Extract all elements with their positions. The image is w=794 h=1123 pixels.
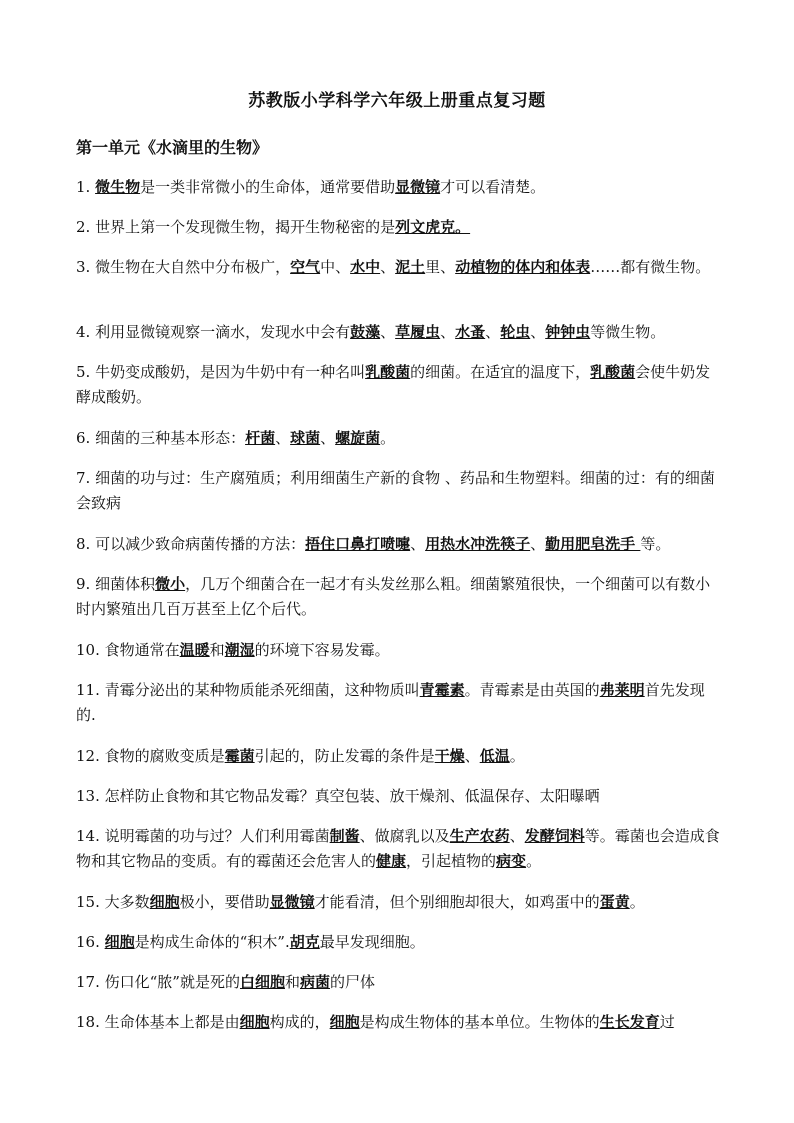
- question-text: 13. 怎样防止食物和其它物品发霉？真空包装、放干燥剂、低温保存、太阳曝晒: [76, 787, 600, 805]
- question-item: [76, 320, 720, 345]
- question-text: ……都有微生物。: [590, 258, 711, 276]
- question-text: 。: [629, 893, 645, 911]
- unit-heading: 第一单元《水滴里的生物》: [76, 138, 269, 157]
- question-text: 的尸体: [330, 973, 376, 991]
- key-term: 细胞: [149, 893, 180, 911]
- question-text: 14. 说明霉菌的功与过？人们利用霉菌: [76, 827, 330, 845]
- question-item: [76, 255, 720, 280]
- question-item: [76, 532, 720, 557]
- question-text: 8. 可以减少致命病菌传播的方法：: [76, 535, 306, 553]
- question-item: [76, 890, 720, 915]
- question-item: [76, 175, 720, 200]
- key-term: 钟钟虫: [545, 323, 591, 341]
- question-text: 极小，要借助: [179, 893, 270, 911]
- question-text: 、: [275, 429, 291, 447]
- question-text: 过: [659, 1013, 675, 1031]
- question-text: 首先发现的.: [76, 681, 705, 724]
- question-text: 的环境下容易发霉。: [254, 641, 390, 659]
- key-term: 显微镜: [395, 178, 441, 196]
- question-item: [76, 824, 720, 874]
- question-item: [76, 930, 720, 955]
- key-term: 发酵饲料: [524, 827, 585, 845]
- question-text: 15. 大多数: [76, 893, 150, 911]
- question-text: 11. 青霉分泌出的某种物质能杀死细菌，这种物质叫: [76, 681, 420, 699]
- question-text: 、: [530, 535, 546, 553]
- question-text: 、: [464, 747, 480, 765]
- question-text: ，几万个细菌合在一起才有头发丝那么粗。细菌繁殖很快，一个细菌可以有数小时内繁殖出几百万甚至上亿个后代。: [76, 575, 711, 618]
- question-text: 和: [209, 641, 225, 659]
- question-text: 引起的，防止发霉的条件是: [254, 747, 435, 765]
- question-text: 会使牛奶发酵成酸奶。: [76, 363, 711, 406]
- key-term: 细胞: [329, 1013, 360, 1031]
- key-term: 列文虎克。: [395, 218, 471, 236]
- key-term: 水蚤: [455, 323, 486, 341]
- question-text: 7. 细菌的功与过：生产腐殖质；利用细菌生产新的食物 、药品和生物塑料。细菌的过：有的细菌会致病: [76, 469, 715, 512]
- question-item: [76, 1010, 720, 1035]
- key-term: 微生物: [95, 178, 141, 196]
- question-text: 、: [380, 323, 396, 341]
- key-term: 弗莱明: [599, 681, 645, 699]
- key-term: 动植物的体内和体表: [455, 258, 591, 276]
- key-term: 用热水冲洗筷子: [425, 535, 531, 553]
- question-text: ，引起植物的: [406, 852, 497, 870]
- question-text: 16.: [76, 933, 105, 951]
- question-text: 4. 利用显微镜观察一滴水，发现水中会有: [76, 323, 351, 341]
- key-term: 勤用肥皂洗手: [545, 535, 641, 553]
- key-term: 制酱: [329, 827, 360, 845]
- key-term: 干燥: [434, 747, 465, 765]
- question-text: 2. 世界上第一个发现微生物，揭开生物秘密的是: [76, 218, 396, 236]
- question-item: [76, 970, 720, 995]
- key-term: 生长发育: [599, 1013, 660, 1031]
- key-term: 捂住口鼻打喷嚏: [305, 535, 411, 553]
- question-text: 才可以看清楚。: [440, 178, 546, 196]
- question-text: 里、: [425, 258, 456, 276]
- question-text: 。: [509, 747, 525, 765]
- key-term: 水中: [350, 258, 381, 276]
- key-term: 细胞: [104, 933, 135, 951]
- question-item: [76, 744, 720, 769]
- question-text: 17. 伤口化“脓”就是死的: [76, 973, 240, 991]
- question-text: 。: [380, 429, 396, 447]
- question-item: [76, 784, 720, 809]
- key-term: 温暖: [179, 641, 210, 659]
- question-item: [76, 678, 720, 728]
- question-text: 。青霉素是由英国的: [464, 681, 600, 699]
- key-term: 鼓藻: [350, 323, 381, 341]
- question-text: 等。霉菌也会造成食物和其它物品的变质。有的霉菌还会危害人的: [76, 827, 720, 870]
- question-text: 。: [526, 852, 542, 870]
- key-term: 草履虫: [395, 323, 441, 341]
- key-term: 蛋黄: [599, 893, 630, 911]
- key-term: 健康: [376, 852, 407, 870]
- key-term: 显微镜: [269, 893, 315, 911]
- question-text: 构成的，: [269, 1013, 330, 1031]
- question-text: 、: [509, 827, 525, 845]
- question-text: 、: [485, 323, 501, 341]
- question-text: 、: [410, 535, 426, 553]
- question-text: 和: [284, 973, 300, 991]
- question-text: 最早发现细胞。: [319, 933, 425, 951]
- key-term: 潮湿: [224, 641, 255, 659]
- key-term: 细胞: [239, 1013, 270, 1031]
- question-text: 18. 生命体基本上都是由: [76, 1013, 240, 1031]
- key-term: 胡克: [289, 933, 320, 951]
- question-text: 、: [320, 429, 336, 447]
- question-text: 3. 微生物在大自然中分布极广，: [76, 258, 291, 276]
- question-text: 的细菌。在适宜的温度下，: [410, 363, 591, 381]
- question-text: 等。: [640, 535, 671, 553]
- key-term: 螺旋菌: [335, 429, 381, 447]
- question-text: 中、: [320, 258, 351, 276]
- question-text: 12. 食物的腐败变质是: [76, 747, 225, 765]
- question-item: [76, 215, 720, 240]
- key-term: 病变: [496, 852, 527, 870]
- question-text: 、做腐乳以及: [359, 827, 450, 845]
- question-item: [76, 638, 720, 663]
- question-text: 才能看清，但个别细胞却很大，如鸡蛋中的: [314, 893, 600, 911]
- question-text: 、: [440, 323, 456, 341]
- question-item: [76, 426, 720, 451]
- key-term: 杆菌: [245, 429, 276, 447]
- key-term: 空气: [290, 258, 321, 276]
- question-item: [76, 360, 720, 410]
- question-text: 9. 细菌体积: [76, 575, 156, 593]
- question-text: 等微生物。: [590, 323, 666, 341]
- question-text: 1.: [76, 178, 96, 196]
- key-term: 泥土: [395, 258, 426, 276]
- question-text: 6. 细菌的三种基本形态：: [76, 429, 246, 447]
- question-text: 是构成生命体的“积木”.: [134, 933, 290, 951]
- question-text: 、: [530, 323, 546, 341]
- question-text: 是构成生物体的基本单位。生物体的: [359, 1013, 600, 1031]
- key-term: 低温: [479, 747, 510, 765]
- question-item: [76, 572, 720, 622]
- question-text: 10. 食物通常在: [76, 641, 180, 659]
- key-term: 轮虫: [500, 323, 531, 341]
- key-term: 生产农药: [449, 827, 510, 845]
- key-term: 病菌: [300, 973, 331, 991]
- key-term: 乳酸菌: [365, 363, 411, 381]
- question-item: [76, 466, 720, 516]
- question-text: 、: [380, 258, 396, 276]
- key-term: 乳酸菌: [590, 363, 636, 381]
- key-term: 微小: [155, 575, 186, 593]
- key-term: 霉菌: [224, 747, 255, 765]
- question-text: 5. 牛奶变成酸奶，是因为牛奶中有一种名叫: [76, 363, 366, 381]
- key-term: 球菌: [290, 429, 321, 447]
- key-term: 青霉素: [419, 681, 465, 699]
- question-text: 是一类非常微小的生命体，通常要借助: [140, 178, 396, 196]
- page-title: 苏教版小学科学六年级上册重点复习题: [248, 91, 546, 111]
- key-term: 白细胞: [239, 973, 285, 991]
